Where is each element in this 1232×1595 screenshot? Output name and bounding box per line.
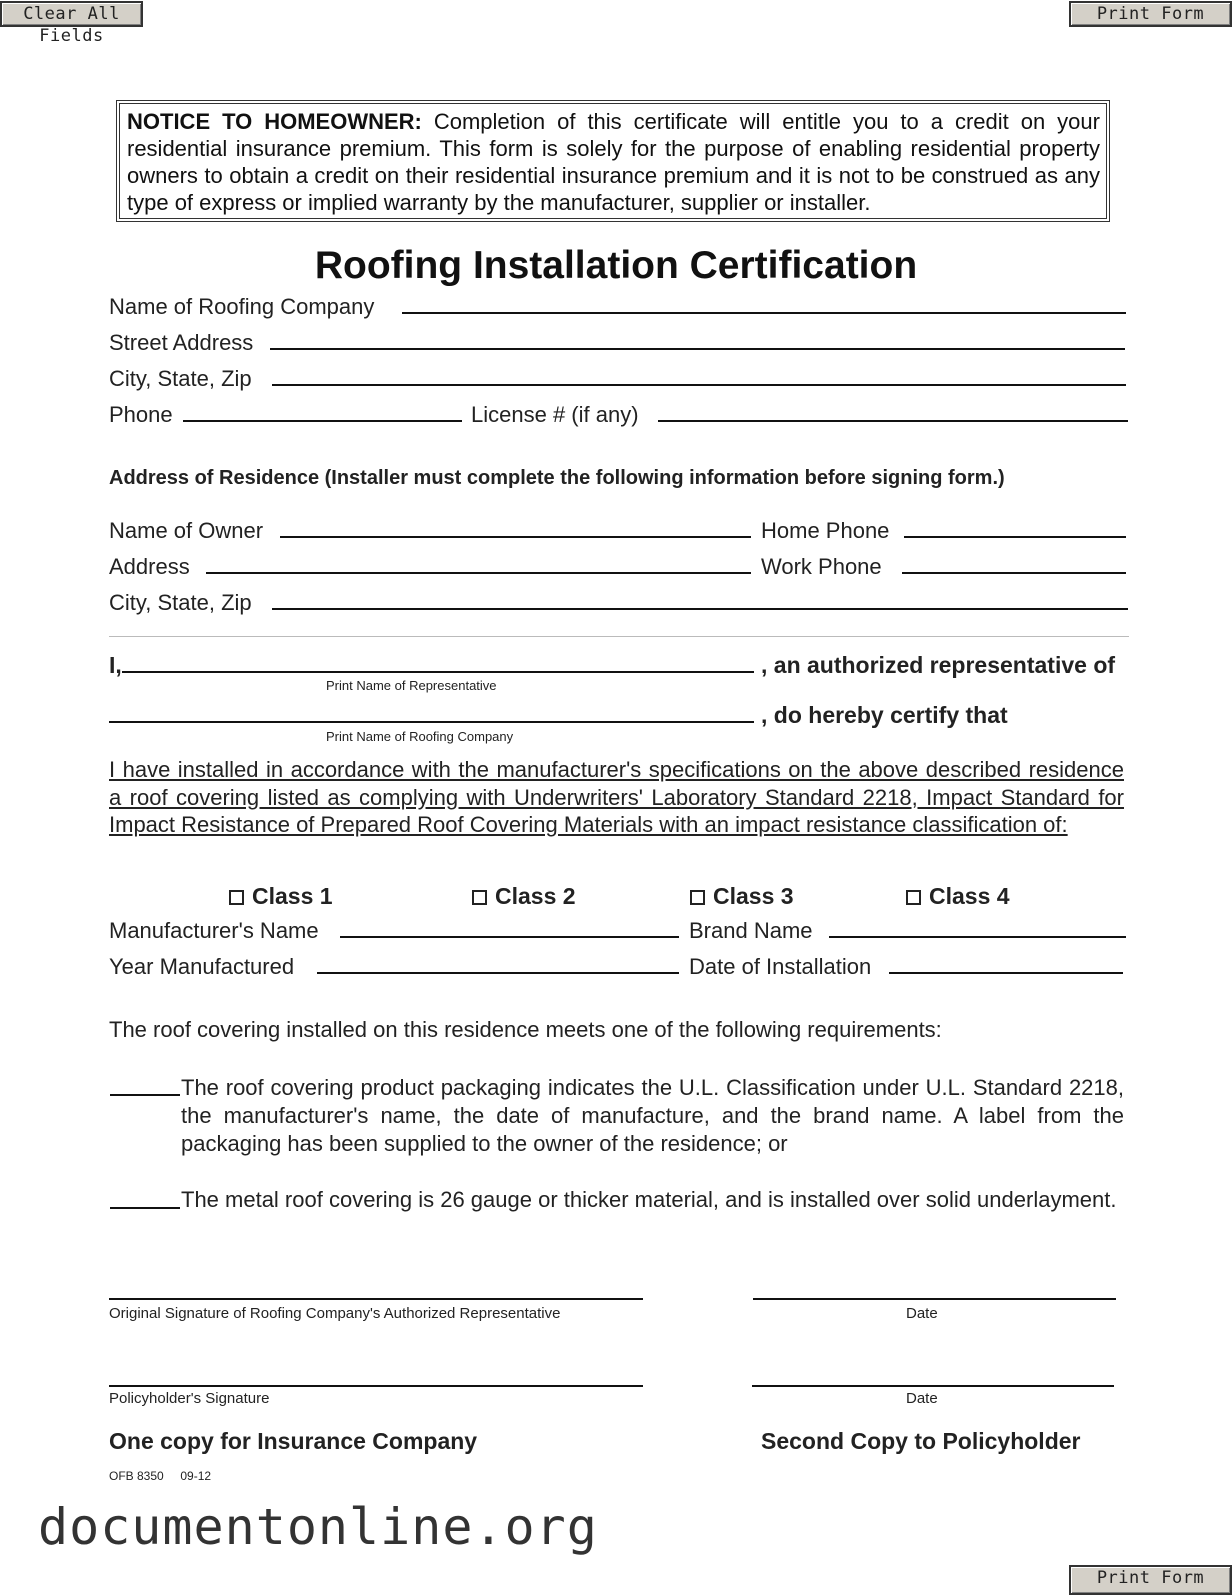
watermark: documentonline.org bbox=[38, 1498, 598, 1556]
company-city-field[interactable] bbox=[272, 384, 1126, 386]
requirements-intro: The roof covering installed on this residence meets one of the following requirements: bbox=[109, 1017, 942, 1042]
requirement-option-1: The roof covering product packaging indicates the U.L. Classification under U.L. Standard 2218, the manufacturer's name, the date of manufacture, and the brand name. A label from the packaging has been supplied to the owner of the residence; or bbox=[181, 1075, 1124, 1156]
owner-name-field[interactable] bbox=[280, 536, 751, 538]
phone-label: Phone bbox=[109, 402, 173, 427]
brand-name-label: Brand Name bbox=[689, 918, 813, 943]
option-2-initial-field[interactable] bbox=[110, 1207, 180, 1209]
policyholder-signature-field[interactable] bbox=[109, 1385, 643, 1387]
owner-city-label: City, State, Zip bbox=[109, 590, 252, 615]
owner-address-field[interactable] bbox=[206, 572, 751, 574]
authorized-rep-text: , an authorized representative of bbox=[761, 652, 1116, 678]
notice-body: Completion of this certificate will entitle you to a credit on your residential insurance premium. This form is solely for the purpose of enabling residential property owners to obtain a credit on their residential insurance premium and it is not to be construed as any type of express or implied warranty by the manufacturer, supplier or installer. bbox=[127, 109, 1100, 215]
certify-text: , do hereby certify that bbox=[761, 702, 1008, 728]
class-3-checkbox[interactable] bbox=[690, 883, 794, 910]
representative-signature-caption: Original Signature of Roofing Company's Authorized Representative bbox=[109, 1305, 561, 1322]
class-2-checkbox[interactable] bbox=[472, 883, 576, 910]
home-phone-label: Home Phone bbox=[761, 518, 890, 543]
residence-heading: Address of Residence (Installer must complete the following information before signing form.) bbox=[109, 467, 1005, 489]
class-1-label: Class 1 bbox=[252, 883, 333, 909]
certification-statement: I have installed in accordance with the manufacturer's specifications on the above described residence a roof covering listed as complying with Underwriters' Laboratory Standard 2218, Impact Standard for Impact Resistance of Prepared Roof Covering Materials with an impact resistance classification of: bbox=[109, 757, 1124, 837]
class-1-checkbox[interactable] bbox=[229, 883, 333, 910]
class-2-label: Class 2 bbox=[495, 883, 576, 909]
owner-address-label: Address bbox=[109, 554, 190, 579]
class-4-label: Class 4 bbox=[929, 883, 1010, 909]
representative-date-caption: Date bbox=[906, 1305, 938, 1322]
form-number: OFB 8350 09-12 bbox=[109, 1469, 212, 1483]
work-phone-field[interactable] bbox=[902, 572, 1126, 574]
roofing-company-print-field[interactable] bbox=[109, 721, 754, 723]
representative-name-field[interactable] bbox=[122, 671, 754, 673]
representative-caption: Print Name of Representative bbox=[326, 678, 497, 693]
checkbox-icon bbox=[472, 890, 487, 905]
manufacturer-field[interactable] bbox=[340, 936, 679, 938]
install-date-field[interactable] bbox=[889, 972, 1123, 974]
install-date-label: Date of Installation bbox=[689, 954, 872, 979]
copy-insurance-label: One copy for Insurance Company bbox=[109, 1428, 478, 1454]
requirement-option-2: The metal roof covering is 26 gauge or thicker material, and is installed over solid underlayment. bbox=[181, 1187, 1117, 1212]
company-name-field[interactable] bbox=[402, 312, 1126, 314]
street-address-field[interactable] bbox=[270, 348, 1125, 350]
print-form-button-top[interactable]: Print Form bbox=[1069, 1, 1232, 27]
copy-policyholder-label: Second Copy to Policyholder bbox=[761, 1428, 1081, 1454]
checkbox-icon bbox=[690, 890, 705, 905]
checkbox-icon bbox=[229, 890, 244, 905]
company-name-label: Name of Roofing Company bbox=[109, 294, 375, 319]
roofing-company-caption: Print Name of Roofing Company bbox=[326, 729, 514, 744]
license-field[interactable] bbox=[658, 420, 1128, 422]
page-title: Roofing Installation Certification bbox=[314, 244, 918, 287]
clear-all-fields-button[interactable]: Clear All Fields bbox=[0, 1, 143, 27]
class-3-label: Class 3 bbox=[713, 883, 794, 909]
class-4-checkbox[interactable] bbox=[906, 883, 1010, 910]
year-manufactured-label: Year Manufactured bbox=[109, 954, 295, 979]
brand-name-field[interactable] bbox=[829, 936, 1126, 938]
license-label: License # (if any) bbox=[471, 402, 639, 427]
manufacturer-label: Manufacturer's Name bbox=[109, 918, 319, 943]
print-form-button-bottom[interactable]: Print Form bbox=[1069, 1565, 1232, 1595]
year-manufactured-field[interactable] bbox=[317, 972, 679, 974]
notice-heading: NOTICE TO HOMEOWNER: bbox=[127, 109, 422, 134]
owner-name-label: Name of Owner bbox=[109, 518, 264, 543]
home-phone-field[interactable] bbox=[904, 536, 1126, 538]
work-phone-label: Work Phone bbox=[761, 554, 882, 579]
street-address-label: Street Address bbox=[109, 330, 254, 355]
representative-signature-field[interactable] bbox=[109, 1298, 643, 1300]
notice-box bbox=[116, 100, 1110, 222]
owner-city-field[interactable] bbox=[272, 608, 1128, 610]
section-divider bbox=[109, 636, 1129, 637]
company-city-label: City, State, Zip bbox=[109, 366, 252, 391]
i-label: I, bbox=[109, 652, 122, 678]
policyholder-date-field[interactable] bbox=[752, 1385, 1114, 1387]
policyholder-signature-caption: Policyholder's Signature bbox=[109, 1390, 270, 1407]
option-1-initial-field[interactable] bbox=[110, 1094, 180, 1096]
policyholder-date-caption: Date bbox=[906, 1390, 938, 1407]
phone-field[interactable] bbox=[183, 420, 462, 422]
representative-date-field[interactable] bbox=[753, 1298, 1116, 1300]
checkbox-icon bbox=[906, 890, 921, 905]
